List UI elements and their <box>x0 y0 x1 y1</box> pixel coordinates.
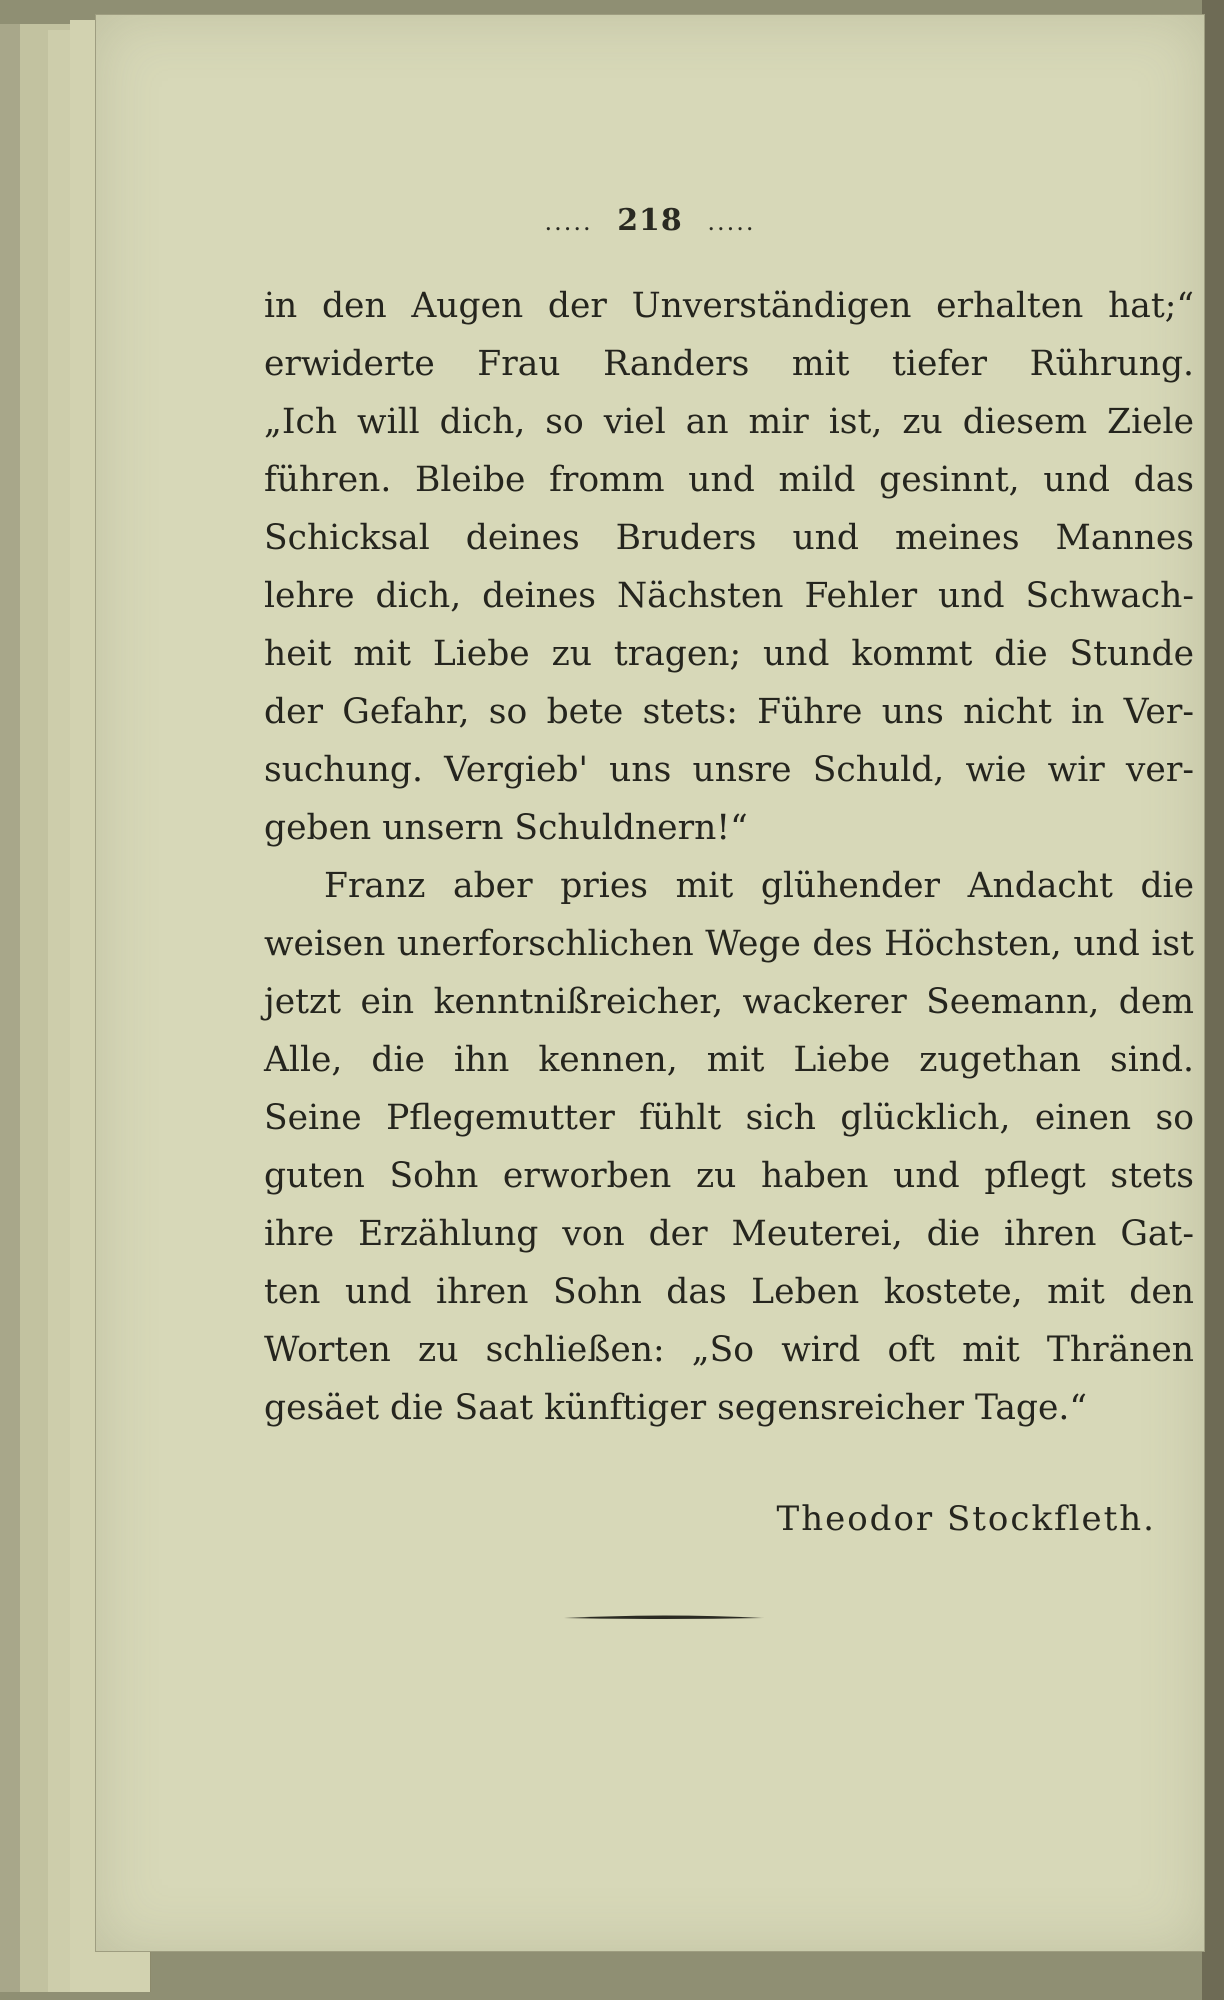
closing-ornament-rule <box>564 1611 764 1623</box>
text-line: Alle, die ihn kennen, mit Liebe zugethan sind. <box>264 1040 1194 1080</box>
header-dots-right: ..... <box>707 208 756 236</box>
book-spine-edge <box>1202 0 1224 2000</box>
author-signature: Theodor Stockfleth. <box>776 1499 1156 1539</box>
text-line: suchung. Vergieb' uns unsre Schuld, wie wir ver- <box>264 750 1194 790</box>
text-line: lehre dich, deines Nächsten Fehler und Schwach- <box>264 576 1194 616</box>
header-dots-left: ..... <box>544 208 593 236</box>
text-line: Worten zu schließen: „So wird oft mit Thränen <box>264 1330 1194 1370</box>
page-number: 218 <box>617 203 683 238</box>
text-line: jetzt ein kenntnißreicher, wackerer Seemann, dem <box>264 982 1194 1022</box>
page-header <box>96 203 1204 238</box>
text-line: ten und ihren Sohn das Leben kostete, mit den <box>264 1272 1194 1312</box>
text-line: erwiderte Frau Randers mit tiefer Rührung. <box>264 344 1194 384</box>
text-line: führen. Bleibe fromm und mild gesinnt, und das <box>264 460 1194 500</box>
text-line: in den Augen der Unverständigen erhalten hat;“ <box>264 286 1194 326</box>
text-line: Schicksal deines Bruders und meines Mannes <box>264 518 1194 558</box>
text-line: „Ich will dich, so viel an mir ist, zu diesem Ziele <box>264 402 1194 442</box>
text-line: ihre Erzählung von der Meuterei, die ihren Gat- <box>264 1214 1194 1254</box>
text-line: weisen unerforschlichen Wege des Höchsten, und ist <box>264 924 1194 964</box>
body-text <box>264 277 1194 1437</box>
text-line: Franz aber pries mit glühender Andacht die <box>324 866 1194 906</box>
book-page <box>95 14 1205 1952</box>
text-line: geben unsern Schuldnern!“ <box>264 808 748 848</box>
text-line: guten Sohn erworben zu haben und pflegt stets <box>264 1156 1194 1196</box>
text-line: der Gefahr, so bete stets: Führe uns nicht in Ver- <box>264 692 1194 732</box>
text-line: heit mit Liebe zu tragen; und kommt die Stunde <box>264 634 1194 674</box>
text-line: gesäet die Saat künftiger segensreicher Tage.“ <box>264 1388 1088 1428</box>
text-line: Seine Pflegemutter fühlt sich glücklich, einen so <box>264 1098 1194 1138</box>
